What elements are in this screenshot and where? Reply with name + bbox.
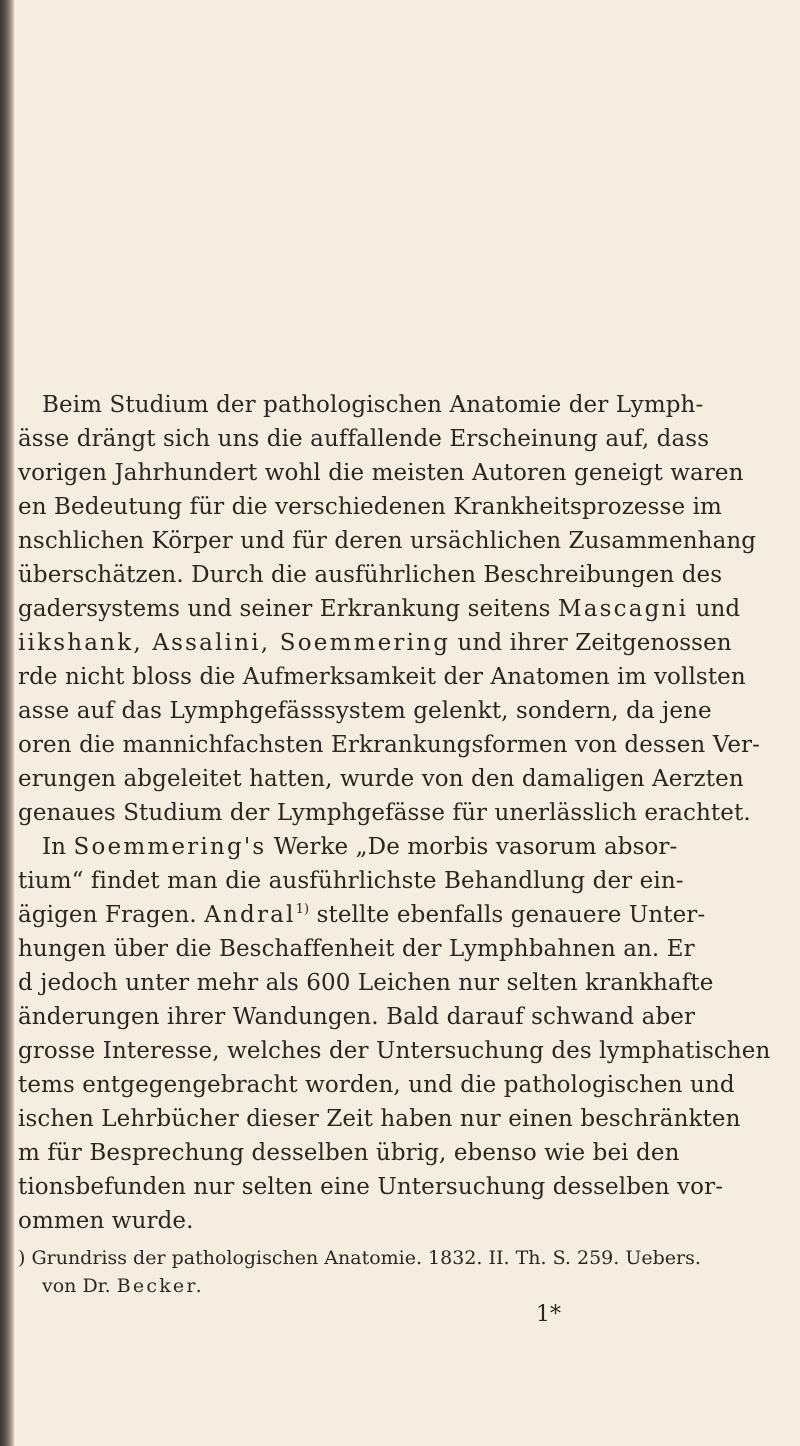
author-name-soemmering: Soemmering's [73, 834, 267, 860]
signature-mark: 1* [536, 1302, 561, 1327]
text-segment: und [695, 596, 741, 622]
text-line: vorigen Jahrhundert wohl die meisten Autoren geneigt waren [18, 460, 744, 486]
author-name-becker: Becker. [116, 1275, 204, 1297]
text-line: grosse Interesse, welches der Untersuchung des lymphatischen [18, 1038, 771, 1064]
text-line: überschätzen. Durch die ausführlichen Beschreibungen des [18, 562, 723, 588]
text-line: änderungen ihrer Wandungen. Bald darauf schwand aber [18, 1004, 696, 1030]
text-segment: stellte ebenfalls genauere Unter- [316, 902, 706, 928]
text-line: ischen Lehrbücher dieser Zeit haben nur einen beschränkten [18, 1106, 741, 1132]
text-line [18, 626, 732, 660]
text-line [18, 898, 705, 932]
text-segment: gadersystems und seiner Erkrankung seitens [18, 596, 551, 622]
text-line: oren die mannichfachsten Erkrankungsformen von dessen Ver- [18, 732, 761, 758]
text-segment: und ihrer Zeitgenossen [457, 630, 732, 656]
text-line [42, 830, 677, 864]
footnote-line: ) Grundriss der pathologischen Anatomie. 1832. II. Th. S. 259. Uebers. [18, 1247, 701, 1269]
author-name-andral: Andral [204, 902, 296, 928]
text-line: ässe drängt sich uns die auffallende Erscheinung auf, dass [18, 426, 710, 452]
text-line: hungen über die Beschaffenheit der Lymphbahnen an. Er [18, 936, 695, 962]
author-names: iikshank, Assalini, Soemmering [18, 630, 451, 656]
text-segment: In [42, 834, 67, 860]
text-line: nschlichen Körper und für deren ursächlichen Zusammenhang [18, 528, 757, 554]
text-line: m für Besprechung desselben übrig, ebenso wie bei den [18, 1140, 680, 1166]
text-line: tionsbefunden nur selten eine Untersuchung desselben vor- [18, 1174, 724, 1200]
author-name-mascagni: Mascagni [558, 596, 689, 622]
text-segment: ägigen Fragen. [18, 902, 197, 928]
text-line: en Bedeutung für die verschiedenen Krankheitsprozesse im [18, 494, 722, 520]
text-segment: Werke „De morbis vasorum absor- [273, 834, 678, 860]
text-line: tium“ findet man die ausführlichste Behandlung der ein- [18, 868, 684, 894]
text-line: rde nicht bloss die Aufmerksamkeit der Anatomen im vollsten [18, 664, 746, 690]
text-line: genaues Studium der Lymphgefässe für unerlässlich erachtet. [18, 800, 751, 826]
text-line: d jedoch unter mehr als 600 Leichen nur selten krankhafte [18, 970, 714, 996]
text-line [18, 592, 740, 626]
text-line: tems entgegengebracht worden, und die pathologischen und [18, 1072, 735, 1098]
footnote-line [42, 1272, 204, 1300]
binding-edge [0, 0, 14, 1446]
text-line: asse auf das Lymphgefässsystem gelenkt, sondern, da jene [18, 698, 712, 724]
text-line: Beim Studium der pathologischen Anatomie der Lymph- [42, 392, 704, 418]
footnote-reference: 1) [295, 902, 310, 917]
text-line: ommen wurde. [18, 1208, 194, 1234]
text-segment: von Dr. [42, 1275, 111, 1297]
text-line: erungen abgeleitet hatten, wurde von den damaligen Aerzten [18, 766, 744, 792]
